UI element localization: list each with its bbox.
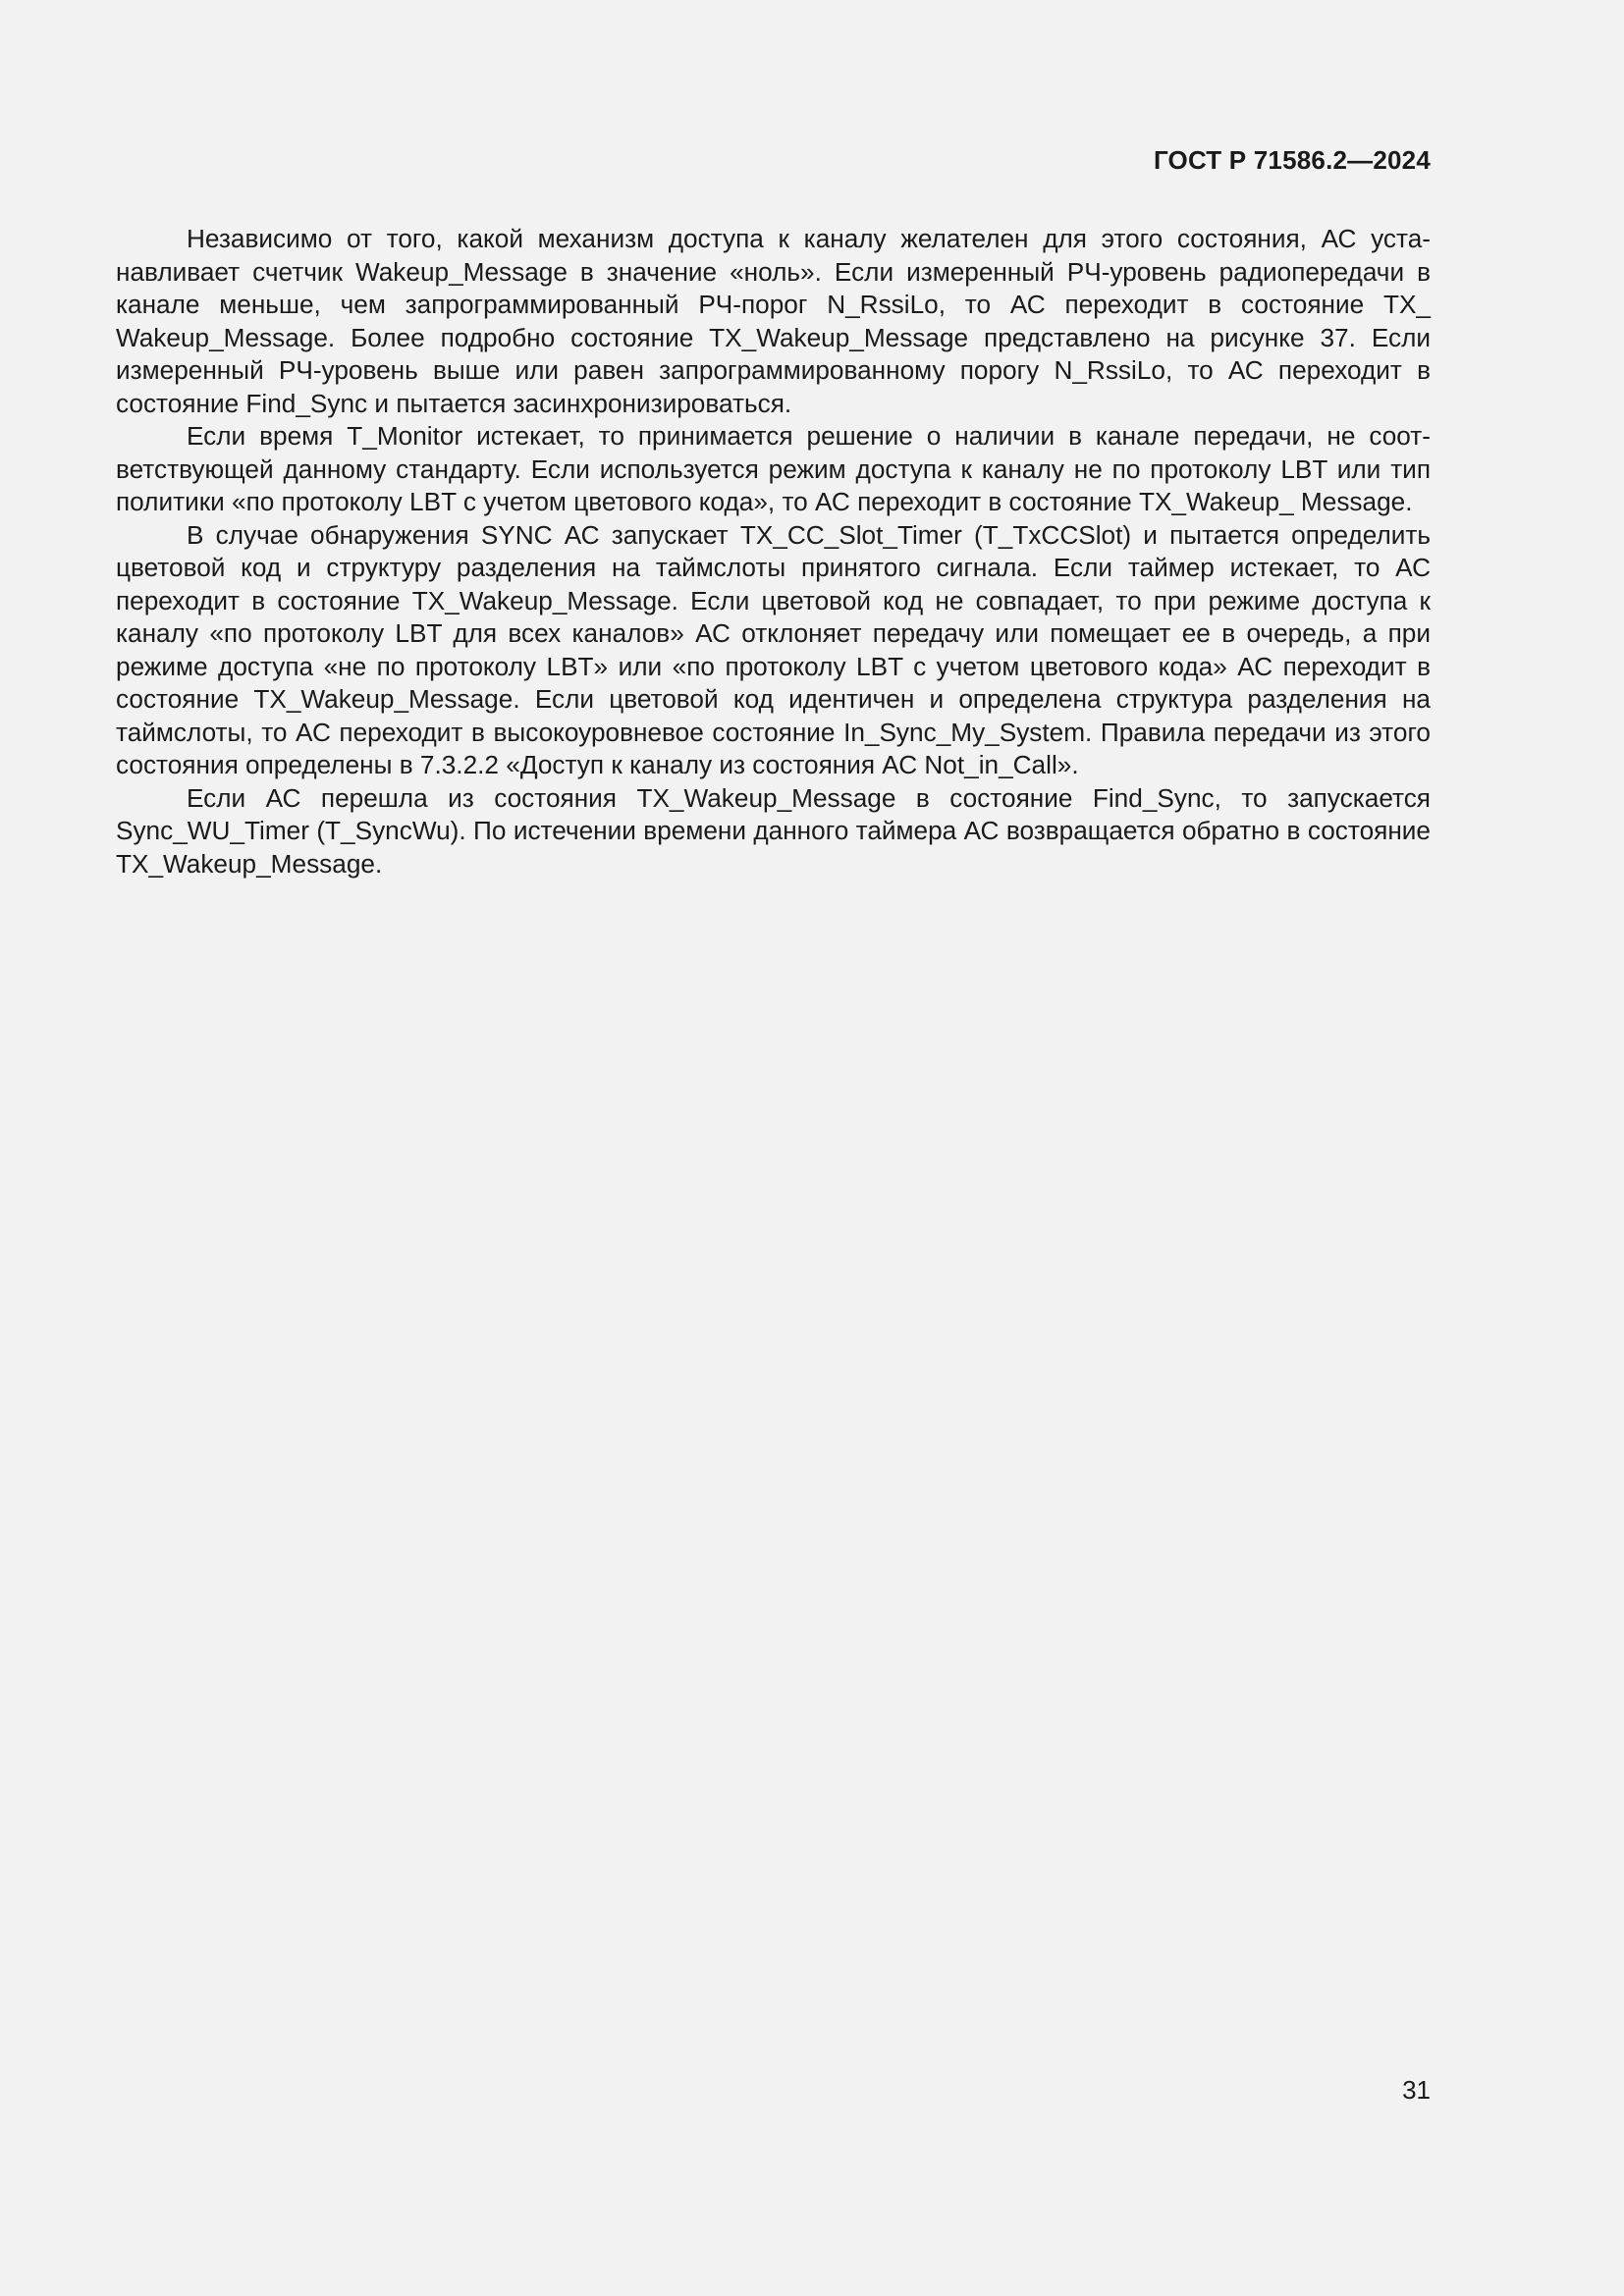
paragraph-3: В случае обнаружения SYNC АС запускает TX_CC_Slot_Timer (T_TxCCSlot) и пытается определить цветовой код и структуру разделения на таймслоты принятого сигнала. Если таймер истекает, то АС переходит в состояние TX_Wakeup_Message. Если цветовой код не совпадает, то при режиме доступа к каналу «по протоколу LBT для всех каналов» АС отклоняет передачу или помещает ее в очередь, а при режиме доступа «не по протоколу LBT» или «по протоколу LBT с учетом цветового кода» АС переходит в состояние TX_Wakeup_Message. Если цветовой код идентичен и определена структура разделения на таймслоты, то АС переходит в высокоуровневое состояние In_Sync_My_System. Правила передачи из этого состояния определены в 7.3.2.2 «Доступ к каналу из состояния АС Not_in_Call». [116, 519, 1431, 779]
page-number: 31 [1402, 2075, 1431, 2105]
body-text [116, 223, 1431, 881]
standard-header: ГОСТ Р 71586.2—2024 [1153, 145, 1431, 175]
paragraph-2: Если время T_Monitor истекает, то принимается решение о наличии в канале передачи, не соответствующей данному стандарту. Если используется режим доступа к каналу не по протоколу LBT или тип политики «по протоколу LBT с учетом цветового кода», то АС переходит в состояние TX_Wakeup_ Message. [116, 421, 1431, 516]
paragraph-4: Если АС перешла из состояния TX_Wakeup_Message в состояние Find_Sync, то запускается Sync_WU_Timer (T_SyncWu). По истечении времени данного таймера АС возвращается обратно в состояние TX_Wakeup_Message. [116, 782, 1431, 879]
paragraph-1: Независимо от того, какой механизм доступа к каналу желателен для этого состояния, АС устанавливает счетчик Wakeup_Message в значение «ноль». Если измеренный РЧ-уровень радиопередачи в канале меньше, чем запрограммированный РЧ-порог N_RssiLo, то АС переходит в состояние TX_ Wakeup_Message. Более подробно состояние TX_Wakeup_Message представлено на рисунке 37. Если измеренный РЧ-уровень выше или равен запрограммированному порогу N_RssiLo, то АС переходит в состояние Find_Sync и пытается засинхронизироваться. [116, 224, 1431, 418]
